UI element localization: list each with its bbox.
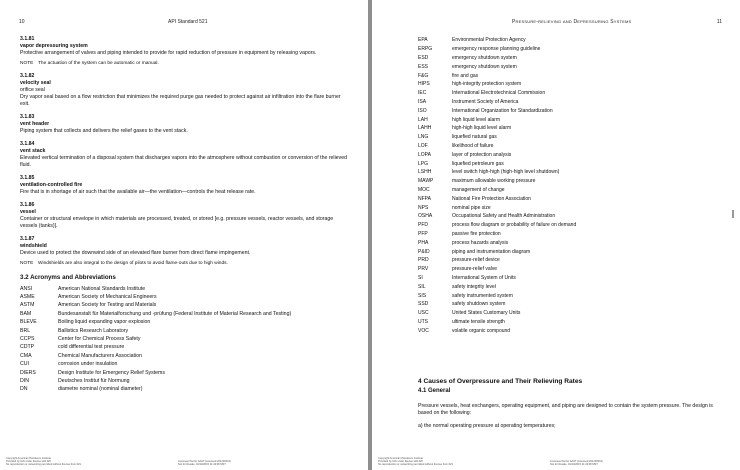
acronym-row [20, 386, 348, 394]
acronym: BAM [20, 310, 32, 317]
acronym-row [418, 177, 720, 186]
acronym: SI [418, 274, 423, 281]
acronym: ISO [418, 107, 427, 114]
acronym-row [20, 285, 348, 293]
acronym-expansion: fire and gas [452, 72, 479, 79]
acronym-expansion: Center for Chemical Process Safety [58, 336, 141, 343]
page-number: 11 [716, 19, 722, 25]
acronym-row [418, 115, 720, 124]
acronym-row [418, 256, 720, 265]
acronym-expansion: liquefied petroleum gas [452, 160, 504, 167]
acronym-list [418, 36, 720, 335]
note-text: Windshields are also integral to the design of pilots to avoid flame-outs due to high winds. [38, 261, 228, 266]
definition-term: vapor depressuring system [20, 43, 88, 49]
acronym-row [418, 71, 720, 80]
acronym: ASME [20, 294, 35, 301]
acronym-row [20, 302, 348, 310]
acronym: CCPS [20, 336, 35, 343]
acronym: UTS [418, 318, 428, 325]
acronym-row [418, 106, 720, 115]
acronym-expansion: nominal pipe size [452, 204, 491, 211]
acronym-row [418, 62, 720, 71]
acronym-row [418, 124, 720, 133]
acronym: LSHH [418, 169, 432, 176]
acronym: NPS [418, 204, 429, 211]
definition-text: Dry vapor seal based on a flow restriction that minimizes the required purge gas needed to protect against air infiltration into the flare burner exit. [20, 94, 341, 107]
acronym-expansion: management of change [452, 186, 505, 193]
footer-licensee [550, 460, 603, 466]
acronym-row [418, 142, 720, 151]
footer-copyright [378, 457, 453, 466]
acronym-expansion: pressure-relief valve [452, 266, 498, 273]
acronym-expansion: Deutsches Institut für Normung [58, 377, 130, 384]
acronym-expansion: safety instrumented system [452, 292, 513, 299]
acronym: F&G [418, 72, 429, 79]
definition-number: 3.1.85 [20, 175, 35, 181]
acronym-expansion: emergency shutdown system [452, 63, 517, 70]
acronym: ASTM [20, 302, 35, 309]
acronym-expansion: United States Customary Units [452, 310, 521, 317]
acronym-expansion: volatile organic compound [452, 327, 511, 334]
acronym-row [20, 361, 348, 369]
acronym: CMA [20, 352, 32, 359]
acronym-expansion: Bundesanstalt für Materialforschung und -prüfung (Federal Institute of Material Research and Testing) [58, 310, 292, 317]
acronym: OSHA [418, 213, 433, 220]
acronym: ESS [418, 63, 429, 70]
acronym-expansion: Boiling liquid expanding vapor explosion [58, 319, 151, 326]
acronym-row [418, 230, 720, 239]
acronym-row [418, 247, 720, 256]
acronym-row [418, 45, 720, 54]
acronym: ERPG [418, 46, 433, 53]
footer-line: Provided by IHS under license with API [378, 459, 423, 463]
acronym: USC [418, 310, 429, 317]
margin-mark [732, 210, 734, 218]
definition-text: Device used to protect the downwind side of an elevated flare burner from direct flame impingement. [20, 250, 251, 256]
acronym: LAH [418, 116, 428, 123]
acronym: CDTP [20, 344, 35, 351]
left-page [0, 0, 368, 470]
definition-term: vent header [20, 121, 50, 127]
definition-term: vessel [20, 209, 36, 215]
acronym-row [418, 36, 720, 45]
acronym: PFD [418, 222, 428, 229]
acronym: PRD [418, 257, 429, 264]
acronym-list [20, 285, 348, 394]
footer-line: Not for Resale, 02/10/2015 11:43:08 MST [178, 462, 226, 466]
acronym-expansion: emergency response planning guideline [452, 46, 541, 53]
acronym-expansion: cold differential test pressure [58, 344, 125, 351]
acronym: BRL [20, 327, 31, 334]
footer-line: No reproduction or networking permitted without license from IHS [378, 462, 453, 466]
acronym-expansion: diametre nominal (nominal diameter) [58, 386, 143, 393]
acronym-row [20, 310, 348, 318]
acronym-expansion: high-integrity protection system [452, 81, 522, 88]
acronym: HIPS [418, 81, 430, 88]
acronym: ISA [418, 98, 427, 105]
definition-text: Elevated vertical termination of a disposal system that discharges vapors into the atmosphere without combustion or conversion of the relieved fluid. [20, 155, 347, 168]
acronym: ESD [418, 54, 429, 61]
acronym-expansion: corrosion under insulation [58, 361, 118, 368]
acronym-row [418, 318, 720, 327]
acronym: MAWP [418, 178, 434, 185]
acronym-row [418, 221, 720, 230]
acronym: VOC [418, 327, 429, 334]
acronym-row [418, 80, 720, 89]
acronym-row [418, 274, 720, 283]
page-number: 10 [19, 19, 25, 25]
acronym-expansion: Design Institute for Emergency Relief Systems [58, 369, 165, 376]
footer-line: Copyright American Petroleum Institute [378, 456, 423, 460]
acronym-expansion: pressure-relief device [452, 257, 500, 264]
definition-alt-term: orifice seal [20, 87, 45, 93]
acronym-row [20, 352, 348, 360]
acronym-row [20, 335, 348, 343]
acronym-row [418, 168, 720, 177]
definition-number: 3.1.83 [20, 114, 35, 120]
acronym-row [418, 54, 720, 63]
acronym-expansion: International Electrotechnical Commission [452, 90, 546, 97]
note [20, 60, 348, 67]
footer-line: Licensee=Tecnic AAAT (Licensed 2012/09/01) [178, 459, 231, 463]
acronym-expansion: layer of protection analysis [452, 151, 512, 158]
acronym-expansion: emergency shutdown system [452, 54, 517, 61]
acronym-row [418, 326, 720, 335]
acronym-expansion: safety integrity level [452, 283, 496, 290]
acronym-row [20, 377, 348, 385]
acronym-row [418, 194, 720, 203]
running-title: Pressure-relieving and Depressuring Systems [512, 19, 632, 25]
acronym-row [20, 344, 348, 352]
acronym: LOPA [418, 151, 431, 158]
acronym: LPG [418, 160, 429, 167]
acronym-expansion: liquefied natural gas [452, 134, 497, 141]
acronym-expansion: Instrument Society of America [452, 98, 519, 105]
acronym-row [418, 291, 720, 300]
footer-line: Not for Resale, 02/10/2015 11:43:08 MST [550, 462, 598, 466]
acronym: PRV [418, 266, 429, 273]
acronym: CUI [20, 361, 29, 368]
note [20, 260, 348, 267]
acronym-expansion: Environmental Protection Agency [452, 37, 526, 44]
acronym: SIS [418, 292, 427, 299]
acronym-row [418, 265, 720, 274]
acronym-expansion: likelihood of failure [452, 142, 494, 149]
acronym-row [418, 159, 720, 168]
acronym-expansion: American National Standards Institute [58, 285, 146, 292]
section-heading: 3.2 Acronyms and Abbreviations [20, 274, 116, 281]
acronym: SSD [418, 301, 429, 308]
running-title: API Standard 521 [168, 19, 208, 25]
definition-term: velocity seal [20, 80, 51, 86]
definition-number: 3.1.84 [20, 141, 35, 147]
right-page [372, 0, 740, 470]
acronym: ANSI [20, 285, 33, 292]
acronym: DN [20, 386, 28, 393]
note-label: NOTE [20, 61, 34, 66]
acronym-row [418, 309, 720, 318]
subsection-heading: 4.1 General [418, 388, 451, 394]
definition-number: 3.1.82 [20, 73, 35, 79]
acronym-expansion: American Society of Mechanical Engineers [58, 294, 157, 301]
acronym-expansion: ultimate tensile strength [452, 318, 505, 325]
acronym-row [20, 327, 348, 335]
acronym: SIL [418, 283, 426, 290]
acronym: MOC [418, 186, 430, 193]
acronym: EPA [418, 37, 428, 44]
note-text: The actuation of the system can be automatic or manual. [38, 61, 159, 66]
note-label: NOTE [20, 261, 34, 266]
acronym: PHA [418, 239, 429, 246]
footer-copyright [6, 457, 81, 466]
section-heading: 4 Causes of Overpressure and Their Relieving Rates [418, 378, 583, 385]
acronym: DIERS [20, 369, 36, 376]
acronym-row [418, 89, 720, 98]
acronym-expansion: process hazards analysis [452, 239, 509, 246]
definition-term: windshield [20, 243, 47, 249]
acronym-row [418, 212, 720, 221]
acronym-expansion: high liquid level alarm [452, 116, 501, 123]
acronym-row [20, 293, 348, 301]
body-paragraph: Pressure vessels, heat exchangers, operating equipment, and piping are designed to contain the system pressure. The design is based on the following: [418, 403, 713, 416]
definition-number: 3.1.81 [20, 36, 35, 42]
acronym-expansion: process flow diagram or probability of failure on demand [452, 222, 577, 229]
definition-text: Piping system that collects and delivers the relief gases to the vent stack. [20, 128, 188, 134]
acronym-expansion: Occupational Safety and Health Administration [452, 213, 556, 220]
acronym-row [418, 238, 720, 247]
footer-line: Provided by IHS under license with API [6, 459, 51, 463]
list-item: a) the normal operating pressure at operating temperatures; [418, 423, 556, 429]
acronym-expansion: high-high liquid level alarm [452, 125, 512, 132]
definition-text: Protective arrangement of valves and piping intended to provide for rapid reduction of pressure in equipment by releasing vapors. [20, 50, 317, 56]
acronym-expansion: Chemical Manufacturers Association [58, 352, 142, 359]
footer-line: Copyright American Petroleum Institute [6, 456, 51, 460]
definition-number: 3.1.87 [20, 236, 35, 242]
acronym-expansion: maximum allowable working pressure [452, 178, 536, 185]
acronym: LOF [418, 142, 428, 149]
definition-term: ventilation-controlled fire [20, 182, 83, 188]
acronym-expansion: International Organization for Standardization [452, 107, 553, 114]
definition-number: 3.1.86 [20, 202, 35, 208]
acronym: DIN [20, 377, 29, 384]
section-4 [418, 378, 720, 436]
definition-term: vent stack [20, 148, 46, 154]
acronym: NFPA [418, 195, 431, 202]
acronym-row [20, 319, 348, 327]
acronym: IEC [418, 90, 427, 97]
acronym-expansion: National Fire Protection Association [452, 195, 531, 202]
footer-licensee [178, 460, 231, 466]
acronym-row [418, 98, 720, 107]
acronym-expansion: piping and instrumentation diagram [452, 248, 531, 255]
acronym-expansion: level switch high-high (high-high level shutdown) [452, 169, 560, 176]
acronym: LNG [418, 134, 429, 141]
acronym-row [418, 186, 720, 195]
acronym-expansion: American Society for Testing and Materials [58, 302, 157, 309]
footer-line: Licensee=Tecnic AAAT (Licensed 2012/09/01) [550, 459, 603, 463]
acronym-expansion: passive fire protection [452, 230, 501, 237]
acronym-expansion: Ballistics Research Laboratory [58, 327, 129, 334]
acronym-row [418, 203, 720, 212]
acronym: PFP [418, 230, 428, 237]
acronym: LAHH [418, 125, 432, 132]
footer-line: No reproduction or networking permitted without license from IHS [6, 462, 81, 466]
definitions-section [20, 36, 348, 394]
acronym-expansion: International System of Units [452, 274, 516, 281]
acronym-row [418, 133, 720, 142]
acronym-expansion: safety shutdown system [452, 301, 506, 308]
acronym: P&ID [418, 248, 430, 255]
acronym-row [20, 369, 348, 377]
definition-text: Fire that is in shortage of air such that the available air—the ventilation—controls the heat release rate. [20, 189, 256, 195]
acronym-row [418, 150, 720, 159]
acronym-row [418, 300, 720, 309]
definition-text: Container or structural envelope in which materials are processed, treated, or stored [e.g. pressure vessels, reactor vessels, and storage vessels (tanks)]. [20, 216, 334, 229]
acronym-row [418, 282, 720, 291]
acronym: BLEVE [20, 319, 37, 326]
